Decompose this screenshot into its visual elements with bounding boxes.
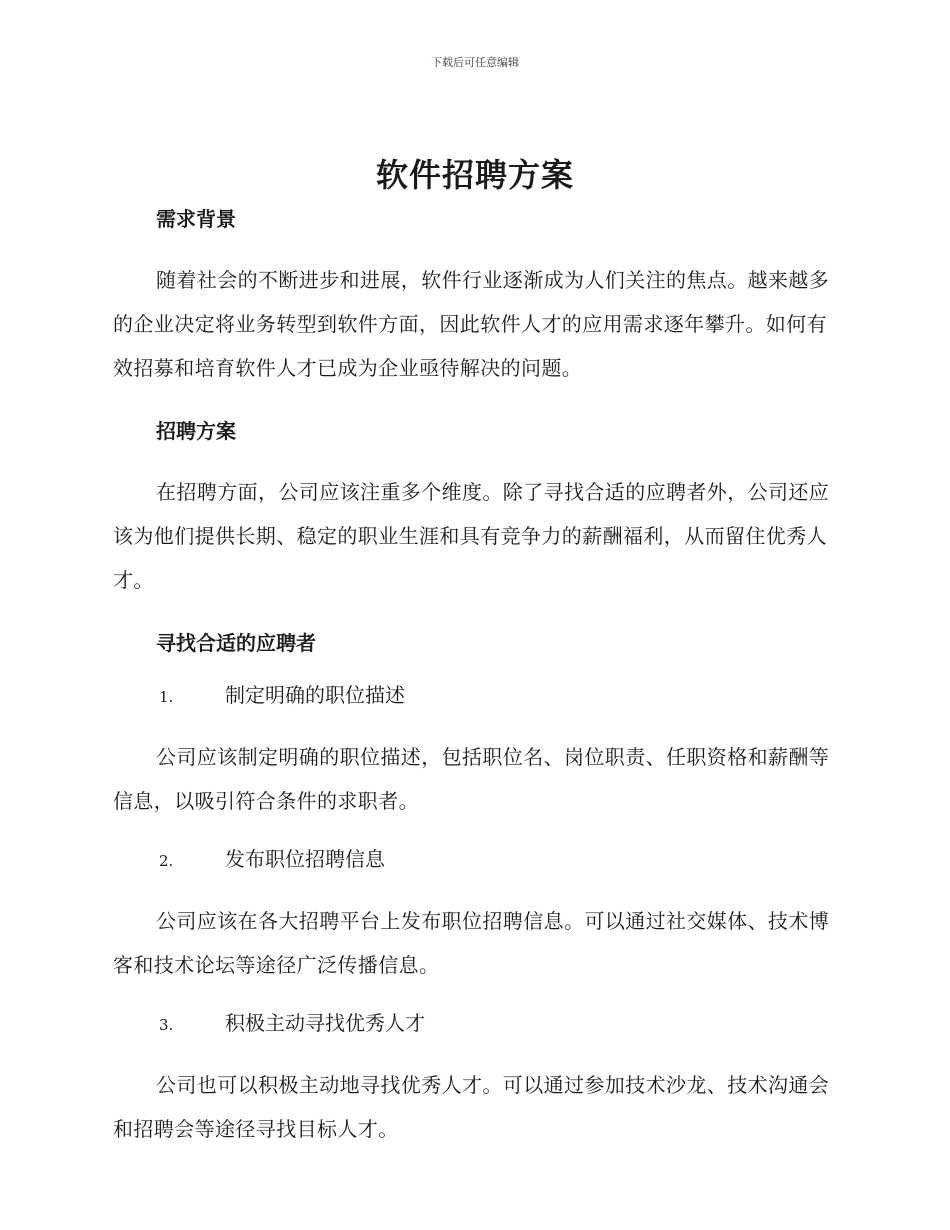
list-item-3 bbox=[113, 1007, 833, 1041]
paragraph-need-background: 随着社会的不断进步和进展，软件行业逐渐成为人们关注的焦点。越来越多的企业决定将业务转型到软件方面，因此软件人才的应用需求逐年攀升。如何有效招募和培育软件人才已成为企业亟待解决的问题。 bbox=[113, 268, 830, 380]
paragraph-item-2: 公司应该在各大招聘平台上发布职位招聘信息。可以通过社交媒体、技术博客和技术论坛等途径广泛传播信息。 bbox=[113, 909, 830, 977]
list-number: 1. bbox=[159, 688, 174, 706]
list-item-label: 制定明确的职位描述 bbox=[225, 683, 405, 707]
section-heading-find-candidates: 寻找合适的应聘者 bbox=[156, 631, 316, 655]
list-number: 3. bbox=[159, 1016, 174, 1034]
section-heading-recruitment-plan: 招聘方案 bbox=[156, 419, 236, 443]
header-note: 下载后可任意编辑 bbox=[431, 56, 519, 69]
list-number: 2. bbox=[159, 852, 174, 870]
list-item-2 bbox=[113, 843, 833, 877]
paragraph-item-1: 公司应该制定明确的职位描述，包括职位名、岗位职责、任职资格和薪酬等信息，以吸引符合条件的求职者。 bbox=[113, 745, 830, 813]
list-item-label: 积极主动寻找优秀人才 bbox=[225, 1011, 425, 1035]
list-item-1 bbox=[113, 679, 833, 713]
document-title: 软件招聘方案 bbox=[375, 156, 574, 194]
paragraph-recruitment-plan: 在招聘方面，公司应该注重多个维度。除了寻找合适的应聘者外，公司还应该为他们提供长期、稳定的职业生涯和具有竞争力的薪酬福利，从而留住优秀人才。 bbox=[113, 480, 830, 592]
section-heading-need-background: 需求背景 bbox=[156, 207, 236, 231]
document-body bbox=[113, 203, 833, 1151]
paragraph-item-3: 公司也可以积极主动地寻找优秀人才。可以通过参加技术沙龙、技术沟通会和招聘会等途径寻找目标人才。 bbox=[113, 1073, 830, 1141]
list-item-label: 发布职位招聘信息 bbox=[225, 847, 385, 871]
